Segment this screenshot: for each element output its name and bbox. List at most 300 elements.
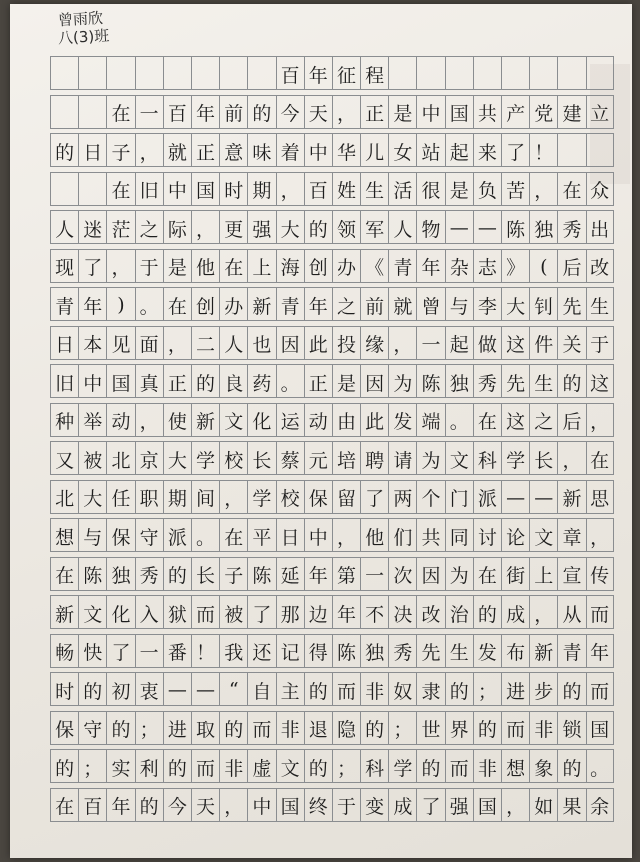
grid-cell: 化	[106, 595, 134, 629]
grid-cell: 大	[276, 210, 304, 244]
grid-cell: 在	[106, 172, 134, 206]
grid-cell: 保	[106, 518, 134, 552]
grid-cell: 非	[529, 711, 557, 745]
grid-cell: 钊	[529, 287, 557, 321]
grid-cell: 一	[135, 95, 163, 129]
grid-cell: 先	[557, 287, 585, 321]
grid-cell: ；	[332, 749, 360, 783]
grid-cell	[445, 56, 473, 90]
grid-cell: 国	[445, 95, 473, 129]
grid-cell: 与	[78, 518, 106, 552]
grid-cell: 成	[388, 788, 416, 822]
essay-line	[50, 95, 614, 129]
grid-cell: 于	[586, 326, 614, 360]
grid-cell: 百	[304, 172, 332, 206]
grid-cell: 了	[247, 595, 275, 629]
grid-cell: 缘	[360, 326, 388, 360]
grid-cell: 而	[586, 595, 614, 629]
grid-cell: 记	[276, 634, 304, 668]
grid-cell: 年	[191, 95, 219, 129]
grid-cell: 而	[445, 749, 473, 783]
grid-cell: 锁	[557, 711, 585, 745]
grid-cell: 学	[191, 441, 219, 475]
grid-cell: 共	[416, 518, 444, 552]
grid-cell: 秀	[557, 210, 585, 244]
grid-cell: 年	[78, 287, 106, 321]
grid-cell	[501, 56, 529, 90]
grid-cell: 改	[416, 595, 444, 629]
grid-cell: 是	[163, 249, 191, 283]
grid-cell: 化	[247, 403, 275, 437]
grid-cell: 军	[360, 210, 388, 244]
grid-cell: 意	[219, 133, 247, 167]
grid-cell: —	[501, 480, 529, 514]
grid-cell	[247, 56, 275, 90]
grid-cell: 新	[529, 634, 557, 668]
grid-cell: 衷	[135, 672, 163, 706]
grid-cell: 之	[332, 287, 360, 321]
grid-cell: 非	[360, 672, 388, 706]
grid-cell: 件	[529, 326, 557, 360]
grid-cell: 大	[501, 287, 529, 321]
grid-cell: 狱	[163, 595, 191, 629]
grid-cell: 华	[332, 133, 360, 167]
grid-cell: 真	[135, 364, 163, 398]
grid-cell: 因	[416, 557, 444, 591]
grid-cell: 传	[586, 557, 614, 591]
grid-cell: ，	[332, 95, 360, 129]
grid-cell: 期	[247, 172, 275, 206]
grid-cell: 。	[135, 287, 163, 321]
grid-cell: 京	[135, 441, 163, 475]
grid-cell: 种	[50, 403, 78, 437]
grid-cell: 个	[416, 480, 444, 514]
grid-cell: 》	[501, 249, 529, 283]
grid-cell: 中	[163, 172, 191, 206]
grid-cell: 了	[106, 634, 134, 668]
grid-cell: 新	[247, 287, 275, 321]
grid-cell: 如	[529, 788, 557, 822]
grid-cell: 自	[247, 672, 275, 706]
grid-cell: ，	[219, 480, 247, 514]
grid-cell: 请	[388, 441, 416, 475]
grid-cell: 因	[276, 326, 304, 360]
grid-cell: 出	[586, 210, 614, 244]
grid-cell: 长	[529, 441, 557, 475]
grid-cell: 秀	[473, 364, 501, 398]
grid-cell: 很	[416, 172, 444, 206]
grid-cell: 在	[586, 441, 614, 475]
grid-cell: ，	[586, 403, 614, 437]
grid-cell: 文	[445, 441, 473, 475]
grid-cell	[78, 56, 106, 90]
grid-cell: 派	[473, 480, 501, 514]
grid-cell: ，	[557, 441, 585, 475]
grid-cell: 的	[78, 672, 106, 706]
grid-cell: 来	[473, 133, 501, 167]
grid-cell: 守	[78, 711, 106, 745]
grid-cell: 百	[276, 56, 304, 90]
grid-cell: 大	[163, 441, 191, 475]
grid-cell: ，	[135, 403, 163, 437]
grid-cell: 旧	[135, 172, 163, 206]
grid-cell: 思	[586, 480, 614, 514]
grid-cell: 生	[529, 364, 557, 398]
grid-cell: 而	[501, 711, 529, 745]
grid-cell: 起	[445, 326, 473, 360]
grid-cell: 年	[304, 557, 332, 591]
grid-cell: 中	[304, 133, 332, 167]
grid-cell: 想	[501, 749, 529, 783]
grid-cell: 味	[247, 133, 275, 167]
grid-cell: 了	[416, 788, 444, 822]
grid-cell: 于	[135, 249, 163, 283]
grid-cell: 着	[276, 133, 304, 167]
grid-cell: 苦	[501, 172, 529, 206]
grid-cell: 创	[304, 249, 332, 283]
grid-cell	[219, 56, 247, 90]
grid-cell: 日	[78, 133, 106, 167]
grid-cell: 章	[557, 518, 585, 552]
grid-cell	[50, 95, 78, 129]
grid-cell: 而	[191, 749, 219, 783]
grid-cell	[191, 56, 219, 90]
essay-line	[50, 249, 614, 283]
grid-cell: 就	[163, 133, 191, 167]
grid-cell: ，	[388, 326, 416, 360]
grid-cell: 聘	[360, 441, 388, 475]
grid-cell: 中	[78, 364, 106, 398]
grid-cell: 的	[557, 749, 585, 783]
grid-cell: ，	[191, 210, 219, 244]
grid-cell	[78, 172, 106, 206]
grid-cell: —	[529, 480, 557, 514]
grid-cell: 生	[445, 634, 473, 668]
grid-cell: 这	[501, 326, 529, 360]
grid-cell: 本	[78, 326, 106, 360]
grid-cell: 校	[219, 441, 247, 475]
grid-cell: 的	[135, 788, 163, 822]
grid-cell: 北	[106, 441, 134, 475]
grid-cell: 主	[276, 672, 304, 706]
grid-cell: 国	[276, 788, 304, 822]
grid-cell: 陈	[332, 634, 360, 668]
grid-cell: 迷	[78, 210, 106, 244]
grid-cell: 青	[50, 287, 78, 321]
grid-cell: 起	[445, 133, 473, 167]
grid-cell: 两	[388, 480, 416, 514]
grid-cell: 想	[50, 518, 78, 552]
grid-cell: 成	[501, 595, 529, 629]
grid-cell: 被	[219, 595, 247, 629]
grid-cell: 百	[78, 788, 106, 822]
grid-cell: 利	[135, 749, 163, 783]
grid-cell: 北	[50, 480, 78, 514]
grid-cell	[557, 133, 585, 167]
grid-cell: 们	[388, 518, 416, 552]
grid-cell: 是	[388, 95, 416, 129]
essay-line	[50, 403, 614, 437]
grid-cell: 人	[219, 326, 247, 360]
grid-cell: 为	[445, 557, 473, 591]
grid-cell: 子	[219, 557, 247, 591]
grid-cell: 陈	[247, 557, 275, 591]
grid-cell: 的	[304, 672, 332, 706]
grid-cell: 见	[106, 326, 134, 360]
grid-cell: 被	[78, 441, 106, 475]
grid-cell: 国	[586, 711, 614, 745]
grid-cell: 日	[276, 518, 304, 552]
grid-cell: 的	[473, 711, 501, 745]
grid-cell: 在	[557, 172, 585, 206]
grid-cell: 正	[163, 364, 191, 398]
grid-cell: 职	[135, 480, 163, 514]
essay-line	[50, 480, 614, 514]
grid-cell: ，	[501, 788, 529, 822]
grid-cell: 年	[416, 249, 444, 283]
grid-cell: 畅	[50, 634, 78, 668]
grid-cell: 运	[276, 403, 304, 437]
grid-cell: 独	[360, 634, 388, 668]
grid-cell: 在	[219, 518, 247, 552]
essay-line	[50, 749, 614, 783]
grid-cell: 学	[501, 441, 529, 475]
grid-cell: 姓	[332, 172, 360, 206]
essay-line	[50, 133, 614, 167]
grid-cell: 从	[557, 595, 585, 629]
grid-cell: 派	[163, 518, 191, 552]
grid-cell: 今	[163, 788, 191, 822]
grid-cell: 站	[416, 133, 444, 167]
grid-cell: 际	[163, 210, 191, 244]
grid-cell: 的	[360, 711, 388, 745]
grid-cell: 守	[135, 518, 163, 552]
grid-cell: ，	[276, 172, 304, 206]
grid-cell: 领	[332, 210, 360, 244]
grid-cell: —	[191, 672, 219, 706]
grid-cell: 。	[586, 749, 614, 783]
grid-cell: 实	[106, 749, 134, 783]
grid-cell: 宣	[557, 557, 585, 591]
grid-cell: 的	[191, 364, 219, 398]
grid-cell: 学	[388, 749, 416, 783]
grid-cell: 科	[473, 441, 501, 475]
grid-cell: 不	[360, 595, 388, 629]
grid-cell: 与	[445, 287, 473, 321]
grid-cell: 非	[276, 711, 304, 745]
grid-cell: 初	[106, 672, 134, 706]
grid-cell: 药	[247, 364, 275, 398]
grid-cell: 正	[191, 133, 219, 167]
grid-cell: 办	[219, 287, 247, 321]
grid-cell: 一	[135, 634, 163, 668]
grid-cell: 强	[247, 210, 275, 244]
grid-cell: 也	[247, 326, 275, 360]
grid-cell: 留	[332, 480, 360, 514]
grid-cell: 在	[106, 95, 134, 129]
grid-cell: 。	[191, 518, 219, 552]
grid-cell: 海	[276, 249, 304, 283]
grid-cell	[106, 56, 134, 90]
grid-cell: 虚	[247, 749, 275, 783]
essay-line	[50, 210, 614, 244]
grid-cell: 国	[191, 172, 219, 206]
grid-cell: 又	[50, 441, 78, 475]
grid-cell: 面	[135, 326, 163, 360]
grid-cell: 讨	[473, 518, 501, 552]
grid-cell: 长	[247, 441, 275, 475]
grid-cell: 之	[529, 403, 557, 437]
essay-line	[50, 172, 614, 206]
grid-cell: 布	[501, 634, 529, 668]
grid-cell: 建	[557, 95, 585, 129]
grid-cell: 为	[416, 441, 444, 475]
grid-cell: 正	[304, 364, 332, 398]
grid-cell: 平	[247, 518, 275, 552]
grid-cell: 是	[332, 364, 360, 398]
grid-cell: 《	[360, 249, 388, 283]
grid-cell	[388, 56, 416, 90]
grid-cell: 更	[219, 210, 247, 244]
grid-cell: 时	[50, 672, 78, 706]
grid-cell: “	[219, 672, 247, 706]
grid-cell: 而	[247, 711, 275, 745]
grid-cell: 年	[586, 634, 614, 668]
grid-cell: 的	[50, 749, 78, 783]
essay-line	[50, 557, 614, 591]
grid-cell: 非	[473, 749, 501, 783]
grid-cell: ，	[219, 788, 247, 822]
grid-cell: 得	[304, 634, 332, 668]
grid-cell: 的	[416, 749, 444, 783]
grid-cell: 在	[473, 557, 501, 591]
grid-cell: —	[445, 210, 473, 244]
grid-cell: 今	[276, 95, 304, 129]
grid-cell: 这	[501, 403, 529, 437]
grid-cell: 边	[304, 595, 332, 629]
grid-cell	[586, 56, 614, 90]
grid-cell: (	[529, 249, 557, 283]
grid-cell: 产	[501, 95, 529, 129]
grid-cell: 国	[473, 788, 501, 822]
grid-cell: 终	[304, 788, 332, 822]
essay-line	[50, 287, 614, 321]
grid-cell: 在	[50, 557, 78, 591]
essay-line	[50, 364, 614, 398]
grid-cell: 人	[388, 210, 416, 244]
grid-cell: 那	[276, 595, 304, 629]
grid-cell: 众	[586, 172, 614, 206]
grid-cell: 现	[50, 249, 78, 283]
grid-cell: 新	[50, 595, 78, 629]
grid-cell: 后	[557, 249, 585, 283]
grid-cell	[135, 56, 163, 90]
grid-cell	[78, 95, 106, 129]
grid-cell: 之	[135, 210, 163, 244]
grid-cell: 上	[529, 557, 557, 591]
grid-cell: 。	[445, 403, 473, 437]
grid-cell: 时	[219, 172, 247, 206]
grid-cell: 文	[219, 403, 247, 437]
grid-cell: 治	[445, 595, 473, 629]
grid-cell: 投	[332, 326, 360, 360]
grid-cell: 在	[473, 403, 501, 437]
grid-cell: 为	[388, 364, 416, 398]
grid-cell: 界	[445, 711, 473, 745]
grid-cell: 于	[332, 788, 360, 822]
grid-cell: 而	[586, 672, 614, 706]
essay-line	[50, 441, 614, 475]
grid-cell: 由	[332, 403, 360, 437]
grid-cell: 而	[332, 672, 360, 706]
grid-cell: 共	[473, 95, 501, 129]
grid-cell: ！	[529, 133, 557, 167]
grid-cell: 街	[501, 557, 529, 591]
grid-cell: 一	[416, 326, 444, 360]
grid-cell: 的	[50, 133, 78, 167]
grid-cell: ！	[191, 634, 219, 668]
grid-cell: 次	[388, 557, 416, 591]
grid-cell: 隶	[416, 672, 444, 706]
grid-cell	[50, 56, 78, 90]
essay-line	[50, 788, 614, 822]
grid-cell	[163, 56, 191, 90]
grid-cell	[50, 172, 78, 206]
grid-cell: 志	[473, 249, 501, 283]
grid-cell: 活	[388, 172, 416, 206]
grid-cell: 强	[445, 788, 473, 822]
grid-cell: 杂	[445, 249, 473, 283]
grid-cell: 了	[501, 133, 529, 167]
grid-cell: 做	[473, 326, 501, 360]
grid-cell: 的	[247, 95, 275, 129]
grid-cell: 独	[445, 364, 473, 398]
essay-line	[50, 326, 614, 360]
grid-cell: 余	[586, 788, 614, 822]
grid-cell: 进	[501, 672, 529, 706]
paper-sheet	[10, 4, 632, 858]
grid-cell: 党	[529, 95, 557, 129]
grid-cell: 进	[163, 711, 191, 745]
grid-cell: 发	[473, 634, 501, 668]
grid-cell: 女	[388, 133, 416, 167]
grid-cell: 征	[332, 56, 360, 90]
grid-cell: 生	[586, 287, 614, 321]
grid-cell: 非	[219, 749, 247, 783]
grid-cell: 隐	[332, 711, 360, 745]
grid-cell: 文	[529, 518, 557, 552]
grid-cell: 独	[529, 210, 557, 244]
grid-cell: 良	[219, 364, 247, 398]
grid-cell: 论	[501, 518, 529, 552]
grid-cell: ；	[473, 672, 501, 706]
grid-cell: 此	[304, 326, 332, 360]
grid-cell	[416, 56, 444, 90]
grid-cell: 先	[501, 364, 529, 398]
grid-cell: 办	[332, 249, 360, 283]
essay-line	[50, 672, 614, 706]
grid-cell: 正	[360, 95, 388, 129]
student-class: 八(3)班	[57, 26, 110, 48]
grid-cell: 程	[360, 56, 388, 90]
grid-cell: 他	[191, 249, 219, 283]
grid-cell: 动	[304, 403, 332, 437]
grid-cell	[529, 56, 557, 90]
grid-cell: ；	[135, 711, 163, 745]
grid-cell: 了	[360, 480, 388, 514]
grid-cell: 儿	[360, 133, 388, 167]
grid-cell: 番	[163, 634, 191, 668]
